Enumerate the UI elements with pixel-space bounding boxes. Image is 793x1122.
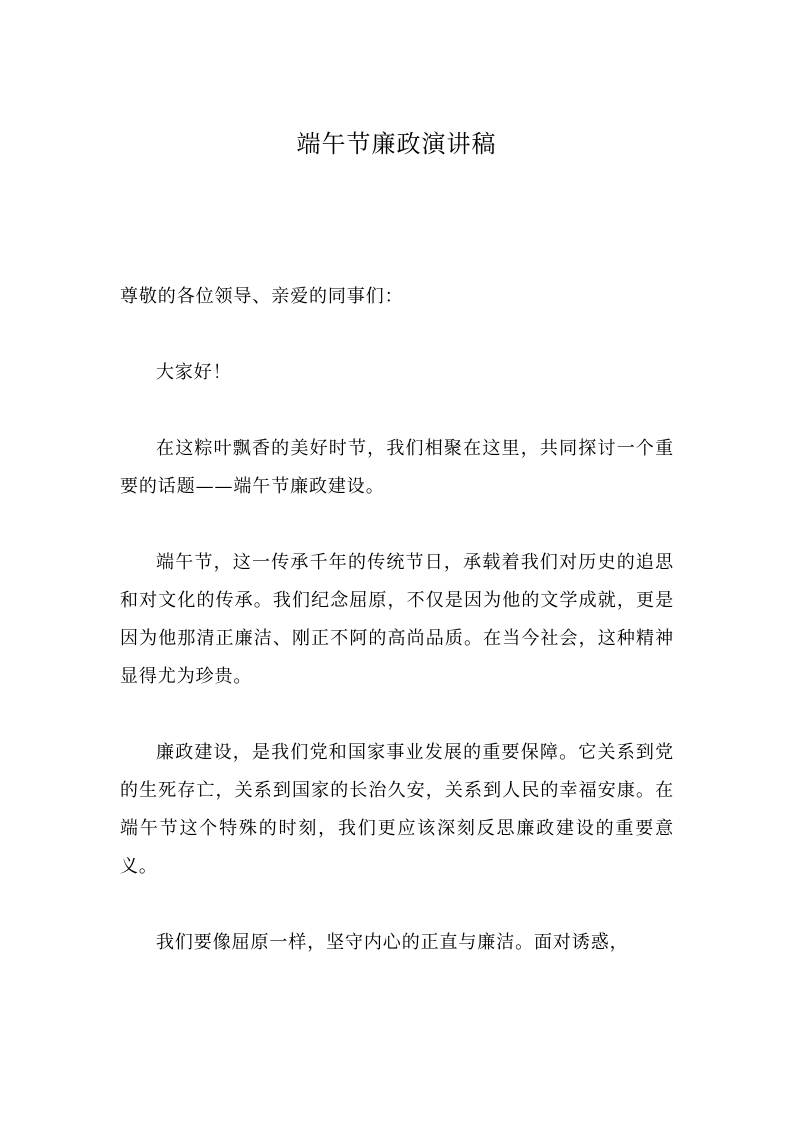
paragraph-dragon-boat-festival: 端午节，这一传承千年的传统节日，承载着我们对历史的追思和对文化的传承。我们纪念屈原，不仅是因为他的文学成就，更是因为他那清正廉洁、刚正不阿的高尚品质。在当今社会，这种精神显得尤为珍贵。 (120, 552, 674, 687)
paragraph-qu-yuan-example: 我们要像屈原一样，坚守内心的正直与廉洁。面对诱惑， (156, 932, 629, 953)
document-body (120, 278, 674, 1000)
paragraph-integrity-building: 廉政建设，是我们党和国家事业发展的重要保障。它关系到党的生死存亡，关系到国家的长治久安，关系到人民的幸福安康。在端午节这个特殊的时刻，我们更应该深刻反思廉政建设的重要意义。 (120, 742, 674, 877)
document-title: 端午节廉政演讲稿 (296, 130, 497, 158)
paragraph-greeting: 大家好！ (156, 362, 232, 383)
paragraph-intro: 在这粽叶飘香的美好时节，我们相聚在这里，共同探讨一个重要的话题——端午节廉政建设。 (120, 438, 674, 497)
salutation: 尊敬的各位领导、亲爱的同事们： (120, 286, 404, 307)
